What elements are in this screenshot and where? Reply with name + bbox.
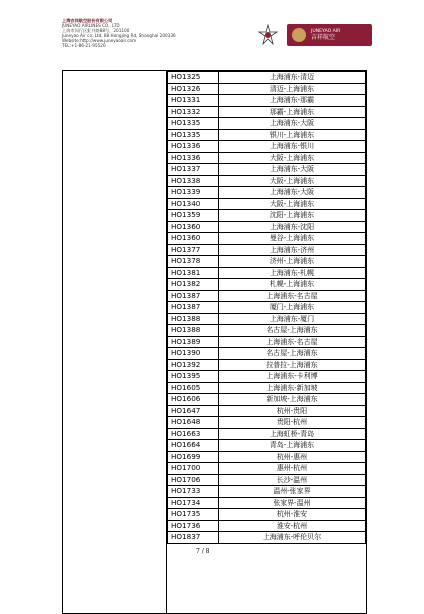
flight-route: 青岛-上海浦东 [219,440,366,452]
flight-number: HO1387 [168,302,219,314]
flight-number: HO1733 [168,486,219,498]
company-name-en: JUNEYAO AIRLINES CO., LTD [62,23,120,28]
logo-mark-icon [292,28,306,42]
flight-route: 大阪-上海浦东 [219,175,366,187]
emblem-icon [257,24,279,46]
flight-route: 清迈-上海浦东 [219,83,366,95]
flight-route: 拉普拉-上海浦东 [219,359,366,371]
flight-route: 张家界-温州 [219,497,366,509]
table-row [168,532,366,544]
flight-number: HO1736 [168,520,219,532]
table-row [168,405,366,417]
flight-route: 名古屋-上海浦东 [219,348,366,360]
flight-number: HO1387 [168,290,219,302]
flight-route: 杭州-淮安 [219,509,366,521]
flight-number: HO1648 [168,417,219,429]
flight-number: HO1647 [168,405,219,417]
table-row [168,244,366,256]
flight-route: 上海浦东-沈阳 [219,221,366,233]
table-row [168,302,366,314]
flight-number: HO1336 [168,152,219,164]
letterhead [62,18,372,64]
page-number: 7 / 8 [196,548,210,555]
airline-logo [287,24,372,46]
flight-number: HO1605 [168,382,219,394]
flight-route: 上海浦东-济州 [219,244,366,256]
table-row [168,313,366,325]
flight-route: 沈阳-上海浦东 [219,210,366,222]
flight-route: 大阪-上海浦东 [219,152,366,164]
table-row [168,267,366,279]
flight-route: 上海浦东-大阪 [219,118,366,130]
flight-number: HO1359 [168,210,219,222]
flight-number: HO1395 [168,371,219,383]
table-row [168,371,366,383]
flight-route: 曼谷-上海浦东 [219,233,366,245]
table-row [168,118,366,130]
flight-route: 济州-上海浦东 [219,256,366,268]
flight-number: HO1331 [168,95,219,107]
flight-route: 贵阳-杭州 [219,417,366,429]
flight-route: 杭州-贵阳 [219,405,366,417]
table-row [168,497,366,509]
address-cn: 上海市闵行区虹井路88号，201100 [62,28,130,33]
flight-number: HO1378 [168,256,219,268]
table-row [168,290,366,302]
table-row [168,83,366,95]
flight-number: HO1606 [168,394,219,406]
flight-route: 厦门-上海浦东 [219,302,366,314]
flight-number: HO1377 [168,244,219,256]
flight-route: 大阪-上海浦东 [219,198,366,210]
table-row [168,187,366,199]
flight-number: HO1663 [168,428,219,440]
flight-route: 银川-上海浦东 [219,129,366,141]
table-row [168,152,366,164]
flight-number: HO1326 [168,83,219,95]
company-name-cn: 上海吉祥航空股份有限公司 [62,18,113,23]
flight-route: 上海浦东-卡利博 [219,371,366,383]
flight-route: 名古屋-上海浦东 [219,325,366,337]
table-row [168,336,366,348]
flight-route: 上海浦东-那霸 [219,95,366,107]
flight-route: 长沙-温州 [219,474,366,486]
flight-number: HO1336 [168,141,219,153]
table-row [168,486,366,498]
route-table [167,71,366,544]
flight-route: 淮安-杭州 [219,520,366,532]
flight-number: HO1664 [168,440,219,452]
flight-route: 上海浦东-清迈 [219,72,366,84]
table-row [168,233,366,245]
telephone: TEL:+1-86-21-95520 [62,43,106,48]
flight-number: HO1340 [168,198,219,210]
flight-number: HO1389 [168,336,219,348]
table-row [168,164,366,176]
address-en: Juneyao Air co.,Ltd, 88 Hongjing Rd, Shanghai 200336 [62,33,176,38]
flight-route: 上海浦东-银川 [219,141,366,153]
table-row [168,428,366,440]
flight-route: 上海浦东-名古屋 [219,336,366,348]
table-row [168,325,366,337]
flight-route: 温州-张家界 [219,486,366,498]
flight-number: HO1382 [168,279,219,291]
flight-number: HO1392 [168,359,219,371]
flight-route: 上海浦东-呼伦贝尔 [219,532,366,544]
table-row [168,382,366,394]
company-info [62,18,212,48]
table-row [168,210,366,222]
table-row [168,348,366,360]
flight-route: 上海虹桥-青岛 [219,428,366,440]
flight-number: HO1735 [168,509,219,521]
flight-route: 杭州-惠州 [219,451,366,463]
flight-route: 上海浦东-大阪 [219,187,366,199]
flight-number: HO1381 [168,267,219,279]
flight-number: HO1388 [168,325,219,337]
flight-number: HO1734 [168,497,219,509]
flight-route: 上海浦东-名古屋 [219,290,366,302]
flight-number: HO1390 [168,348,219,360]
table-row [168,417,366,429]
flight-number: HO1338 [168,175,219,187]
flight-route: 札幌-上海浦东 [219,279,366,291]
table-row [168,509,366,521]
flight-route: 新加坡-上海浦东 [219,394,366,406]
merged-category-cell [63,71,167,613]
flight-number: HO1360 [168,221,219,233]
flight-number: HO1335 [168,118,219,130]
table-row [168,256,366,268]
table-row [168,474,366,486]
flight-number: HO1325 [168,72,219,84]
flight-route: 惠州-杭州 [219,463,366,475]
table-row [168,440,366,452]
flight-route: 上海浦东-厦门 [219,313,366,325]
table-row [168,95,366,107]
table-row [168,463,366,475]
flight-route: 上海浦东-大阪 [219,164,366,176]
table-row [168,394,366,406]
table-row [168,198,366,210]
flight-number: HO1706 [168,474,219,486]
flight-route: 上海浦东-札幌 [219,267,366,279]
table-row [168,279,366,291]
table-row [168,72,366,84]
table-row [168,359,366,371]
flight-number: HO1335 [168,129,219,141]
table-row [168,221,366,233]
table-row [168,175,366,187]
brand-name-en: JUNEYAO AIR [311,29,341,34]
flight-number: HO1388 [168,313,219,325]
website: Website:http://www.juneyaoair.com [62,38,137,43]
flight-number: HO1332 [168,106,219,118]
brand-name-cn: 吉祥航空 [311,34,336,41]
flight-route: 那霸-上海浦东 [219,106,366,118]
table-row [168,451,366,463]
flight-number: HO1337 [168,164,219,176]
table-row [168,129,366,141]
flight-number: HO1837 [168,532,219,544]
route-table-frame [62,70,367,614]
table-row [168,141,366,153]
flight-number: HO1360 [168,233,219,245]
flight-number: HO1699 [168,451,219,463]
table-row [168,520,366,532]
flight-route: 上海浦东-新加坡 [219,382,366,394]
flight-number: HO1339 [168,187,219,199]
table-row [168,106,366,118]
flight-number: HO1700 [168,463,219,475]
